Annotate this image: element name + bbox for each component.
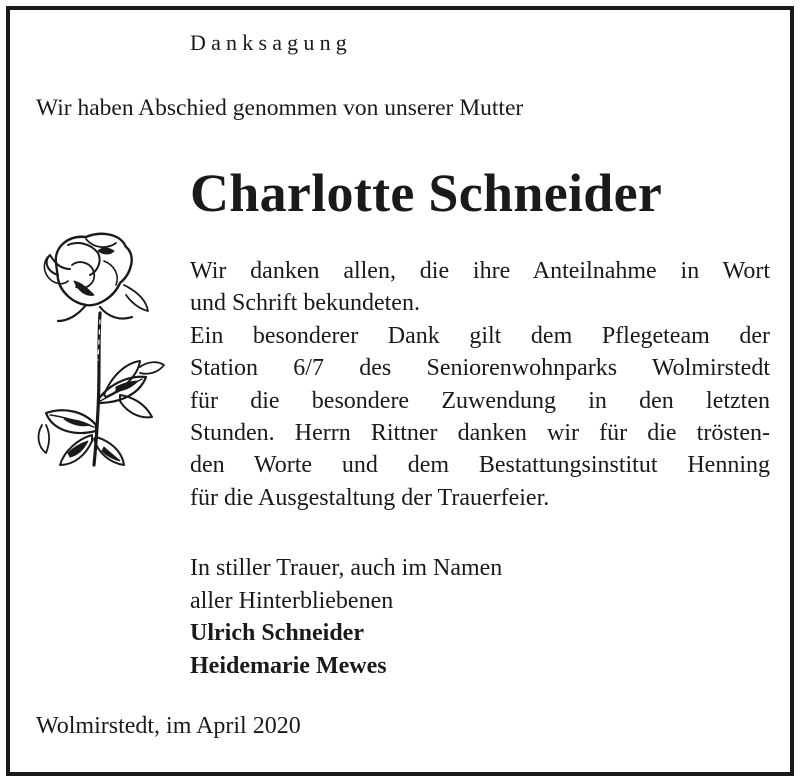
thanks-line: Ein besonderer Dank gilt dem Pflegeteam der	[190, 322, 770, 349]
thanks-line: für die besondere Zuwendung in den letzten	[190, 387, 770, 414]
notice-heading: Danksagung	[190, 30, 352, 55]
deceased-name: Charlotte Schneider	[190, 163, 663, 223]
place-date: Wolmirstedt, im April 2020	[36, 713, 301, 739]
thanks-line: Stunden. Herrn Rittner danken wir für die trösten-	[190, 420, 770, 447]
thanks-line: Station 6/7 des Seniorenwohnparks Wolmirstedt	[190, 355, 770, 382]
thanks-line: den Worte und dem Bestattungsinstitut Henning	[190, 452, 770, 479]
thanks-line: für die Ausgestaltung der Trauerfeier.	[190, 484, 550, 511]
rose-icon	[28, 225, 178, 485]
signatory-name: Ulrich Schneider	[190, 620, 364, 646]
intro-line: Wir haben Abschied genommen von unserer Mutter	[36, 95, 524, 121]
signatory-name: Heidemarie Mewes	[190, 652, 387, 679]
closing-block	[190, 552, 502, 682]
thanks-text	[190, 255, 770, 514]
thanks-line: und Schrift bekundeten.	[190, 290, 420, 317]
closing-line: In stiller Trauer, auch im Namen	[190, 555, 503, 581]
thanks-line: Wir danken allen, die ihre Anteilnahme in Wort	[190, 258, 770, 284]
closing-line: aller Hinterbliebenen	[190, 587, 394, 614]
